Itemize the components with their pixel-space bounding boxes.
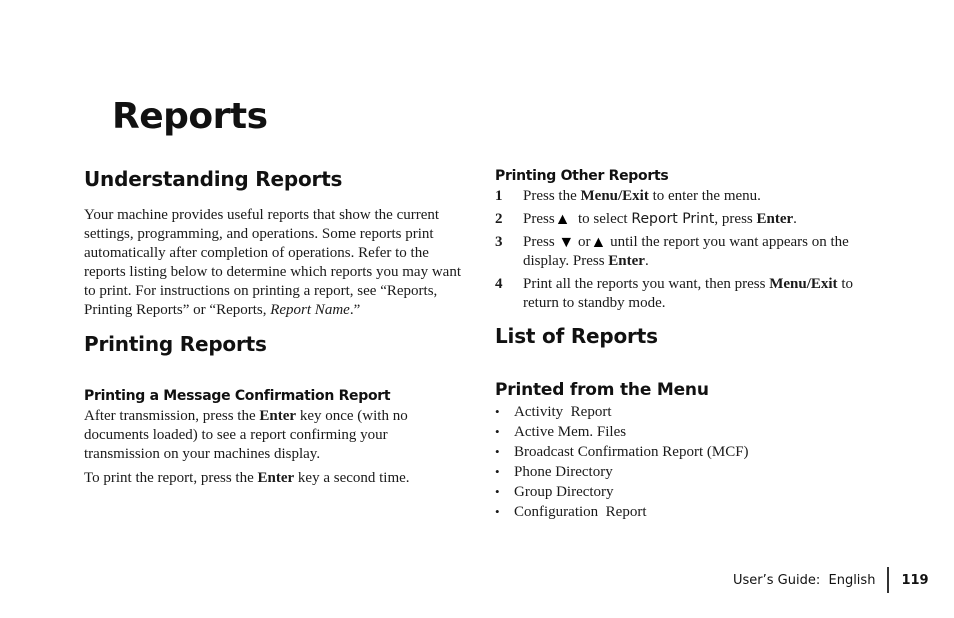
understanding-reports-paragraph (84, 206, 464, 320)
page-number: 119 (901, 572, 929, 588)
list-item (495, 442, 749, 462)
list-item (495, 462, 749, 482)
text-run: or (574, 234, 591, 250)
paragraph-line: automatically after completion of operations. Refer to the (84, 245, 429, 261)
paragraph-line: reports listing below to determine which reports you may (84, 264, 429, 280)
bullet-icon: • (495, 484, 500, 499)
bullet-icon: • (495, 404, 500, 419)
up-arrow-icon: ▲ (554, 211, 571, 228)
text-run: to return to standby mode. (523, 276, 853, 311)
enter-key-label: Enter (756, 211, 794, 227)
report-name: Group Directory (514, 484, 614, 500)
up-arrow-icon: ▲ (590, 234, 607, 251)
page-footer (733, 567, 929, 593)
text-run: After transmission, press the (84, 408, 260, 424)
printing-other-reports-heading: Printing Other Reports (495, 168, 669, 184)
step-text (523, 187, 885, 206)
page-title: Reports (112, 96, 268, 137)
understanding-reports-heading: Understanding Reports (84, 167, 343, 191)
report-name: Configuration Report (514, 504, 647, 520)
text-run: . (644, 253, 649, 269)
steps-list (495, 187, 885, 317)
enter-key-label: Enter (259, 408, 297, 424)
report-name: Broadcast Confirmation Report (MCF) (514, 444, 749, 460)
menu-exit-key-label: Menu/Exit (769, 276, 838, 292)
text-run: . (793, 211, 797, 227)
paragraph-line-end: .” (349, 302, 361, 318)
confirmation-paragraph (84, 407, 464, 464)
report-name: Activity Report (514, 404, 612, 420)
second-press-paragraph (84, 469, 464, 488)
footer-divider (887, 567, 889, 593)
text-run: Press (523, 211, 555, 227)
report-name: Active Mem. Files (514, 424, 627, 440)
paragraph-line: settings, programming, and operations. Some reports print (84, 226, 434, 242)
list-item (495, 482, 749, 502)
step-number: 3 (495, 234, 503, 250)
bullet-icon: • (495, 504, 500, 519)
step-text (523, 210, 885, 229)
text-run: key once (with no documents loaded) to see a report confirming your transmission on your machines display. (84, 408, 408, 462)
step-item (495, 210, 885, 229)
menu-exit-key-label: Menu/Exit (580, 188, 649, 204)
paragraph-line: want to print. For instructions on printing a report, see (84, 264, 462, 299)
step-item (495, 233, 885, 271)
text-run: Press the (523, 188, 581, 204)
paragraph-line: “Reports, Printing Reports” or “Reports, (84, 283, 438, 318)
step-text (523, 275, 885, 313)
step-number: 4 (495, 276, 503, 292)
text-run: to enter the menu. (648, 188, 761, 204)
list-item (495, 502, 749, 522)
message-confirmation-heading: Printing a Message Confirmation Report (84, 388, 391, 404)
text-run: Print all the reports you want, then press (523, 276, 770, 292)
printed-from-menu-heading: Printed from the Menu (495, 380, 709, 400)
list-item (495, 422, 749, 442)
step-number: 2 (495, 211, 503, 227)
bullet-icon: • (495, 464, 500, 479)
step-item (495, 187, 885, 206)
lcd-menu-text: Report Print (631, 211, 715, 227)
list-item (495, 402, 749, 422)
step-number: 1 (495, 188, 503, 204)
reports-list (495, 402, 749, 522)
paragraph-line: Your machine provides useful reports that show the current (84, 207, 440, 223)
step-item (495, 275, 885, 313)
enter-key-label: Enter (257, 470, 295, 486)
text-run: to select (570, 211, 632, 227)
report-name-italic: Report Name (270, 302, 350, 318)
text-run: Press (523, 234, 559, 250)
step-text (523, 233, 885, 271)
bullet-icon: • (495, 424, 500, 439)
printing-reports-heading: Printing Reports (84, 332, 267, 356)
enter-key-label: Enter (608, 253, 645, 269)
down-arrow-icon: ▼ (558, 234, 575, 251)
report-name: Phone Directory (514, 464, 613, 480)
text-run: , press (714, 211, 757, 227)
bullet-icon: • (495, 444, 500, 459)
footer-guide-label: User’s Guide: English (733, 572, 876, 588)
text-run: key a second time. (294, 470, 410, 486)
text-run: until the report you want appears on the display. Press (523, 234, 849, 269)
list-of-reports-heading: List of Reports (495, 324, 658, 348)
text-run: To print the report, press the (84, 470, 258, 486)
